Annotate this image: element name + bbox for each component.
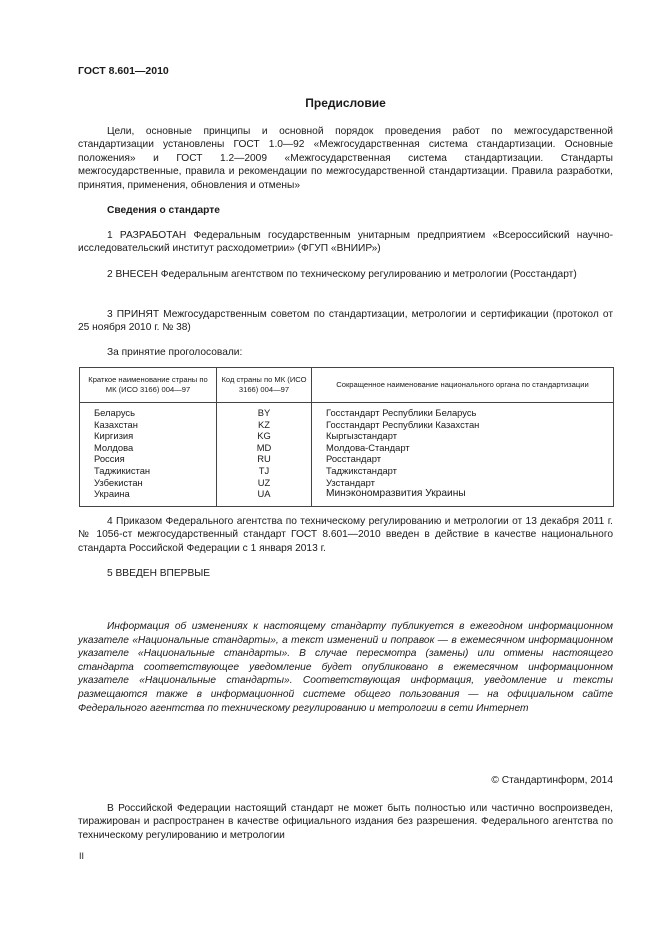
code-cell: UA xyxy=(217,488,312,506)
code-cell: UZ xyxy=(217,477,312,489)
copyright-notice: © Стандартинформ, 2014 xyxy=(491,775,613,786)
code-cell: KZ xyxy=(217,419,312,431)
table-header-row xyxy=(80,368,614,403)
table-row xyxy=(80,453,614,465)
table-row xyxy=(80,442,614,454)
header-country: Краткое наименование страны по МК (ИСО 3166) 004—97 xyxy=(80,368,217,403)
item-2-submitted: 2 ВНЕСЕН Федеральным агентством по техническому регулированию и метрологии (Росстандарт) xyxy=(107,269,577,280)
body-cell: Молдова-Стандарт xyxy=(312,442,614,454)
item-4-enacted: 4 Приказом Федерального агентства по техническому регулированию и метрологии от 13 декабря 2011 г. № 1056-ст межгосударственный стандарт ГОСТ 8.601—2010 введен в действие в качестве национального стандарта Российской Федерации с 1 января 2013 г. xyxy=(78,516,613,554)
country-cell: Молдова xyxy=(80,442,217,454)
country-cell: Таджикистан xyxy=(80,465,217,477)
body-cell: Госстандарт Республики Беларусь xyxy=(312,403,614,419)
table-row xyxy=(80,477,614,489)
standard-info-heading: Сведения о стандарте xyxy=(107,205,220,216)
country-cell: Украина xyxy=(80,488,217,506)
body-cell: Таджикстандарт xyxy=(312,465,614,477)
body-cell: Кыргызстандарт xyxy=(312,430,614,442)
intro-paragraph: Цели, основные принципы и основной порядок проведения работ по межгосударственной стандартизации установлены ГОСТ 1.0—92 «Межгосударственная система стандартизации. Основные положения» и ГОСТ 1.2—2009 «Межгосударственная система стандартизации. Стандарты межгосударственные, правила и рекомендации по межгосударственной стандартизации. Правила разработки, принятия, применения, обновления и отмены» xyxy=(78,126,613,191)
country-cell: Казахстан xyxy=(80,419,217,431)
item-5-introduced: 5 ВВЕДЕН ВПЕРВЫЕ xyxy=(107,568,211,579)
item-1-developed: 1 РАЗРАБОТАН Федеральным государственным унитарным предприятием «Всероссийский научно-исследовательский институт расходометрии» (ФГУП «ВНИИР») xyxy=(78,230,613,255)
voted-label: За принятие проголосовали: xyxy=(107,347,243,358)
table-row xyxy=(80,403,614,419)
page-number: II xyxy=(79,851,85,861)
reproduction-notice: В Российской Федерации настоящий стандарт не может быть полностью или частично воспроизведен, тиражирован и распространен в качестве официального издания без разрешения. Федерального агентства по техническому регулированию и метрологии xyxy=(78,803,613,841)
table-row xyxy=(80,419,614,431)
body-cell: Узстандарт xyxy=(312,477,614,489)
page-title: Предисловие xyxy=(305,96,386,110)
voting-countries-table xyxy=(79,367,614,507)
code-cell: RU xyxy=(217,453,312,465)
table-row xyxy=(80,465,614,477)
table-row xyxy=(80,430,614,442)
amendments-info-notice: Информация об изменениях к настоящему стандарту публикуется в ежегодном информационном указателе «Национальные стандарты», а текст изменений и поправок — в ежемесячном информационном указателе «Национальные стандарты». В случае пересмотра (замены) или отмены настоящего стандарта соответствующее уведомление будет опубликовано в ежемесячном информационном указателе «Национальные стандарты». Соответствующая информация, уведомление и тексты размещаются также в информационной системе общего пользования — на официальном сайте Федерального агентства по техническому регулированию и метрологии в сети Интернет xyxy=(78,621,613,714)
body-cell: Госстандарт Республики Казахстан xyxy=(312,419,614,431)
code-cell: KG xyxy=(217,430,312,442)
body-cell: Росстандарт xyxy=(312,453,614,465)
body-cell: Минэкономразвития Украины xyxy=(312,488,614,506)
header-body: Сокращенное наименование национального органа по стандартизации xyxy=(312,368,614,403)
country-cell: Киргизия xyxy=(80,430,217,442)
code-cell: BY xyxy=(217,403,312,419)
country-cell: Узбекистан xyxy=(80,477,217,489)
item-3-adopted: 3 ПРИНЯТ Межгосударственным советом по стандартизации, метрологии и сертификации (протокол от 25 ноября 2010 г. № 38) xyxy=(78,309,613,334)
header-code: Код страны по МК (ИСО 3166) 004—97 xyxy=(217,368,312,403)
standard-code-header: ГОСТ 8.601—2010 xyxy=(78,65,169,77)
code-cell: TJ xyxy=(217,465,312,477)
code-cell: MD xyxy=(217,442,312,454)
country-cell: Россия xyxy=(80,453,217,465)
country-cell: Беларусь xyxy=(80,403,217,419)
table-row xyxy=(80,488,614,506)
